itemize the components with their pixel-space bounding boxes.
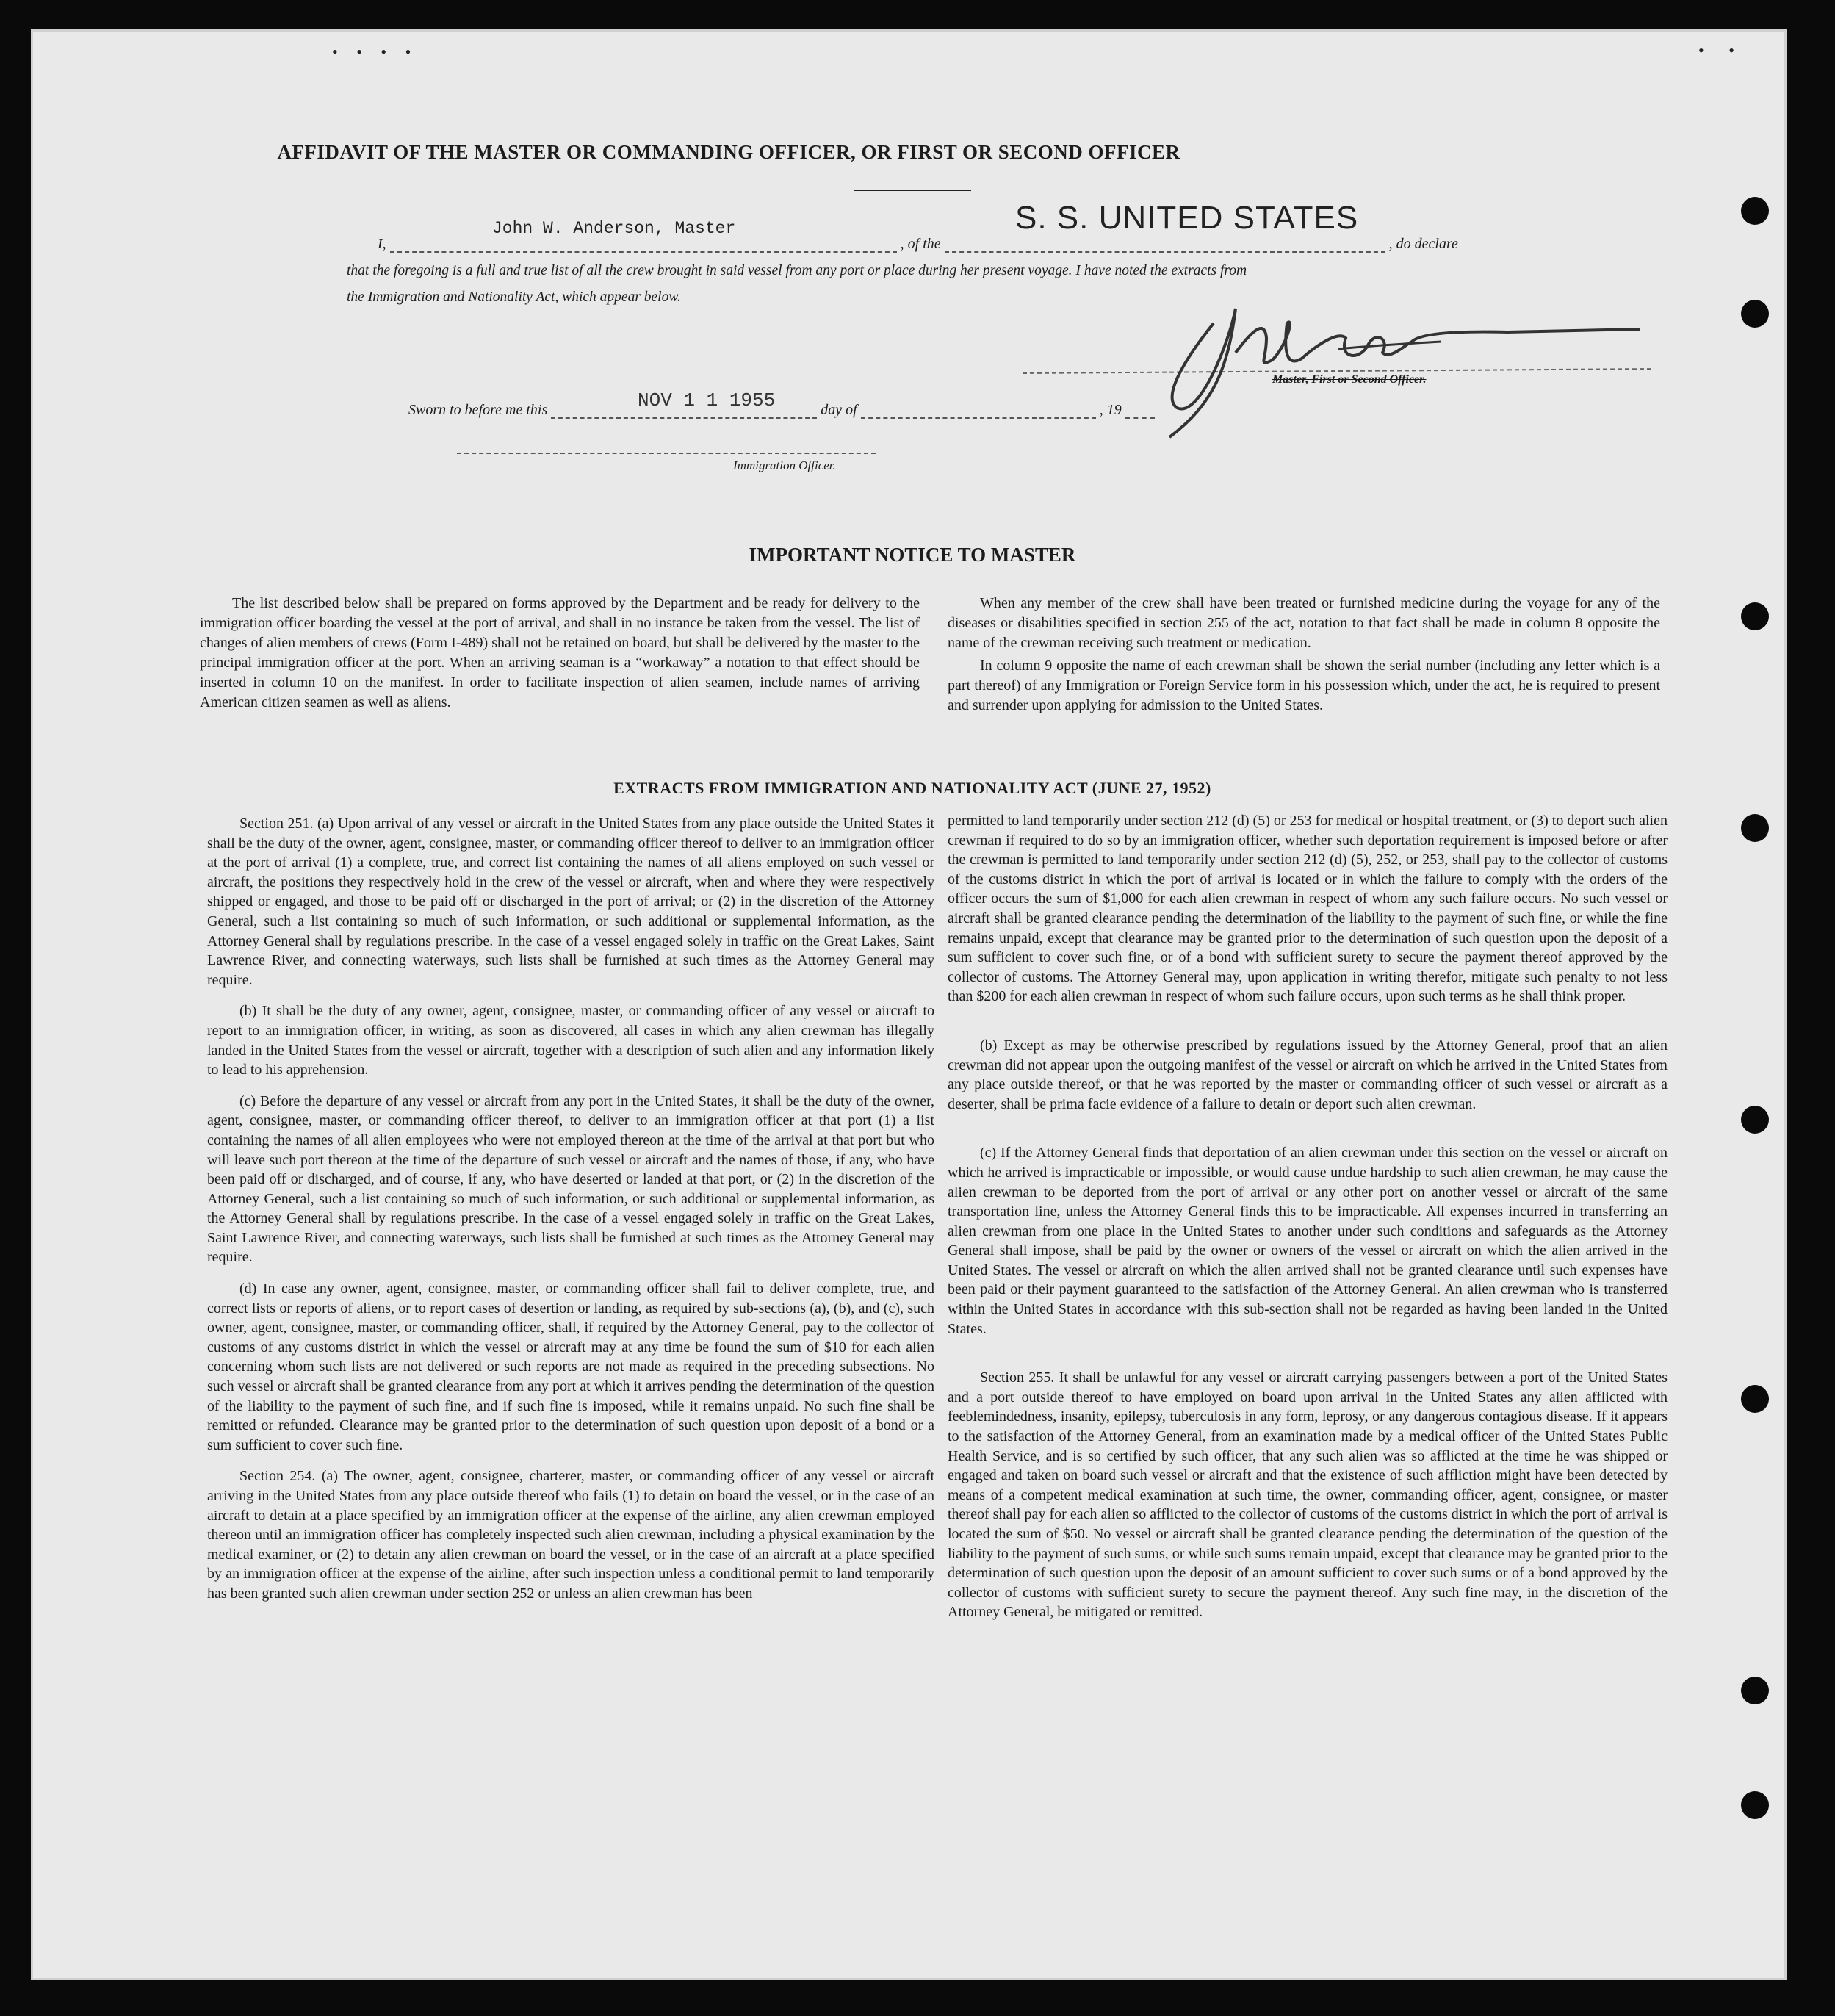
extracts-title: EXTRACTS FROM IMMIGRATION AND NATIONALITY ACT (JUNE 27, 1952) <box>613 779 1211 797</box>
declaration-line-1 <box>378 235 1458 253</box>
notice-left-column <box>200 594 920 723</box>
declaration-line-2: that the foregoing is a full and true list of all the crew brought in said vessel from any port or place during her present voyage. I have noted the extracts from <box>347 263 1247 278</box>
binder-hole <box>1741 300 1769 328</box>
act-section: Section 255. It shall be unlawful for any vessel or aircraft carrying passengers between a port of the United States and a port outside thereof to have employed on board upon arrival in the United States any alien afflicted with feeblemindedness, insanity, epilepsy, tuberculosis in any form, leprosy, or any dangerous contagious disease. If it appears to the satisfaction of the Attorney General, from an examination made by a medical officer of the United States Public Health Service, and is so certified by such officer, that any such alien was so afflicted at the time he was shipped or engaged and taken on board such vessel or aircraft and that the existence of such affliction might have been detected by means of a competent medical examination at such time, the owner, commanding officer, agent, consignee, or master thereof shall pay for each alien so afflicted to the collector of customs of the customs district in which the port of arrival is located the sum of $50. No vessel or aircraft shall be granted clearance pending the determination of the question of the liability to the payment of such sums, or while such sums remain unpaid, except that clearance may be granted prior to the determination of such question upon the deposit of an amount sufficient to cover such sums or of a bond approved by the collector of customs with sufficient surety to secure the payment thereof. Any such fine may, in the discretion of the Attorney General, be mitigated or remitted. <box>948 1369 1668 1621</box>
act-section: (c) If the Attorney General finds that deportation of an alien crewman under this section on the vessel or aircraft on which he arrived is impracticable or impossible, or would cause undue hardship to such alien crewman, he may cause the alien crewman to be deported from the port of arrival or any other port on another vessel or aircraft of the same transportation line, unless the Attorney General finds this to be impracticable. All expenses incurred in transferring an alien crewman from one place in the United States to another under such conditions and safeguards as the Attorney General shall impose, shall be paid by the owner or owners of the vessel or aircraft on which the alien arrived in the United States. The vessel or aircraft on which the alien arrived shall not be granted clearance until such expenses have been paid or their payment guaranteed to the satisfaction of the Attorney General. An alien crewman who is transferred within the United States in accordance with this sub-section shall not be regarded as having been landed in the United States. <box>948 1145 1668 1337</box>
act-section: Section 251. (a) Upon arrival of any vessel or aircraft in the United States from any place outside the United States it shall be the duty of the owner, agent, consignee, master, or commanding officer thereof to deliver to an immigration officer at the port of arrival (1) a complete, true, and correct list containing the names of all aliens employed on such vessel or aircraft, the positions they respectively hold in the crew of the vessel or aircraft, when and where they were respectively shipped or engaged, and those to be paid off or discharged in the port of arrival; or (2) in the discretion of the Attorney General, such a list containing so much of such information, or such additional or supplemental information, as the Attorney General shall by regulations prescribe. In the case of a vessel engaged solely in traffic on the Great Lakes, Saint Lawrence River, and connecting waterways, such lists shall be furnished at such times as the Attorney General may require. <box>207 816 934 988</box>
act-section: (c) Before the departure of any vessel or aircraft from any port in the United States, it shall be the duty of the owner, agent, consignee, master, or commanding officer thereof, to deliver to an immigration officer at that port (1) a list containing the names of all alien employees who were not employed thereon at the time of the arrival at that port but who will leave such port thereon at the time of the departure of such vessel or aircraft and the names of those, if any, who have been paid off or discharged, and of course, if any, who have deserted or landed at that port, or (2) in the discretion of the Attorney General, such a list containing so much of such information, or such additional or supplemental information, as the Attorney General shall by regulations prescribe. In the case of a vessel engaged solely in traffic on the Great Lakes, Saint Lawrence River, and connecting waterways, such lists shall be furnished at such times as the Attorney General may require. <box>207 1092 934 1266</box>
sworn-line <box>408 401 1155 419</box>
master-signature <box>993 279 1654 456</box>
line1-prefix: I, <box>378 236 386 252</box>
vessel-blank <box>945 235 1385 253</box>
corner-marks: • • • • <box>332 43 419 61</box>
binder-hole <box>1741 602 1769 630</box>
vessel-name-stamp: S. S. UNITED STATES <box>1015 200 1359 236</box>
act-section: (b) Except as may be otherwise prescribed by regulations issued by the Attorney General, proof that an alien crewman did not appear upon the outgoing manifest of the vessel or aircraft on which he arrived in the United States from any place outside thereof, or that he was reported by the master or commanding officer of such vessel or aircraft as a deserter, shall be prima facie evidence of a failure to detain or deport such alien crewman. <box>948 1037 1668 1112</box>
line1-mid: , of the <box>900 236 941 252</box>
sworn-day-of: day of <box>821 402 857 418</box>
sworn-date-blank <box>551 401 817 419</box>
binder-hole <box>1741 1385 1769 1413</box>
officer-caption: Immigration Officer. <box>733 458 836 472</box>
immigration-officer-signature-line <box>457 436 876 454</box>
notice-title: IMPORTANT NOTICE TO MASTER <box>749 544 1076 566</box>
signature-caption: Master, First or Second Officer. <box>1272 373 1427 386</box>
binder-hole <box>1741 1791 1769 1819</box>
sworn-month-blank <box>861 401 1096 419</box>
extracts-right-column <box>948 811 1668 1634</box>
line1-suffix: , do declare <box>1388 236 1458 252</box>
act-section: (b) It shall be the duty of any owner, agent, consignee, master, or commanding officer of any vessel or aircraft to report to an immigration officer, in writing, as soon as discovered, all cases in which any alien crewman has illegally landed in the United States from the vessel or aircraft, together with a description of such alien and any information likely to lead to his apprehension. <box>207 1003 934 1079</box>
title-rule <box>854 190 971 191</box>
sworn-year-blank <box>1125 401 1155 419</box>
notice-paragraph: The list described below shall be prepared on forms approved by the Department and be ready for delivery to the immigration officer boarding the vessel at the port of arrival, and shall in no instance be taken from the vessel. The list of changes of alien members of crews (Form I-489) shall not be retained on board, but shall be delivered by the master to the principal immigration officer at the port. When an arriving seaman is a “workaway” a notation to that effect should be inserted in column 10 on the manifest. In order to facilitate inspection of alien seamen, include names of arriving American citizen seamen as well as aliens. <box>200 595 920 710</box>
notice-paragraph: When any member of the crew shall have been treated or furnished medicine during the voyage for any of the diseases or disabilities specified in section 255 of the act, notation to that fact shall be made in column 8 opposite the name of the crewman receiving such treatment or medication. <box>948 595 1660 651</box>
binder-hole <box>1741 814 1769 842</box>
notice-right-column <box>948 594 1660 726</box>
sworn-prefix: Sworn to before me this <box>408 402 548 418</box>
act-section: (d) In case any owner, agent, consignee, master, or commanding officer shall fail to deliver complete, true, and correct lists or reports of aliens, or to report cases of desertion or landing, as required by sub-sections (a), (b), and (c), such owner, agent, consignee, master, or commanding officer, shall, if required by the Attorney General, pay to the collector of customs of any customs district in which the vessel or aircraft may at any time be found the sum of $10 for each alien concerning whom such lists are not delivered or such reports are not made as required in the preceding subsections. No such vessel or aircraft shall be granted clearance from any port at which it arrives pending the determination of the question of the liability to the payment of such fine, and if such fine is imposed, while it remains unpaid. No such fine shall be remitted or refunded. Clearance may be granted prior to the determination of such question upon deposit of a bond or a sum sufficient to cover such fine. <box>207 1281 934 1453</box>
master-name: John W. Anderson, Master <box>492 219 736 238</box>
notice-paragraph: In column 9 opposite the name of each crewman shall be shown the serial number (including any letter which is a part thereof) of any Immigration or Foreign Service form in his possession which, under the act, he is required to present and surrender upon applying for admission to the United States. <box>948 658 1660 713</box>
name-blank <box>390 235 897 253</box>
document-page <box>31 29 1787 1980</box>
binder-hole <box>1741 197 1769 225</box>
sworn-year: , 19 <box>1099 402 1122 418</box>
corner-marks-right: • • <box>1698 41 1745 60</box>
declaration-line-3: the Immigration and Nationality Act, which appear below. <box>347 289 681 305</box>
binder-hole <box>1741 1677 1769 1704</box>
affidavit-title: AFFIDAVIT OF THE MASTER OR COMMANDING OFFICER, OR FIRST OR SECOND OFFICER <box>277 141 1180 163</box>
act-section: permitted to land temporarily under section 212 (d) (5) or 253 for medical or hospital treatment, or (3) to deport such alien crewman if required to do so by an immigration officer, whether such deportation requirement is imposed before or after the crewman is permitted to land temporarily under section 212 (d) (5), 252, or 253, shall pay to the collector of customs of the customs district in which the port of arrival is located or in which the failure to comply with the orders of the officer occurs the sum of $1,000 for each alien crewman in respect of whom any such failure occurs. No such vessel or aircraft shall be granted clearance pending the determination of the liability to the payment of such fine, or while the fine remains unpaid, except that clearance may be granted prior to the determination of such question upon the deposit of a sum sufficient to cover such fine, or of a bond with sufficient surety to secure the payment thereof approved by the collector of customs. The Attorney General may, upon application in writing therefor, mitigate such penalty to not less than $200 for each alien crewman in respect of whom such failure occurs, upon such terms as he shall think proper. <box>948 813 1668 1005</box>
sworn-date-stamp: NOV 1 1 1955 <box>638 389 776 411</box>
binder-hole <box>1741 1106 1769 1134</box>
extracts-left-column <box>207 814 934 1616</box>
act-section: Section 254. (a) The owner, agent, consignee, charterer, master, or commanding officer of any vessel or aircraft arriving in the United States from any place outside thereof who fails (1) to detain on board the vessel, or in the case of an aircraft to detain at a place specified by an immigration officer at the expense of the airline, any alien crewman employed thereon until an immigration officer has completely inspected such alien crewman, including a physical examination by the medical examiner, or (2) to detain any alien crewman on board the vessel, or in the case of an aircraft at a place specified by an immigration officer at the expense of the airline, after such inspection unless a conditional permit to land temporarily has been granted such alien crewman under section 252 or unless an alien crewman has been <box>207 1468 934 1602</box>
